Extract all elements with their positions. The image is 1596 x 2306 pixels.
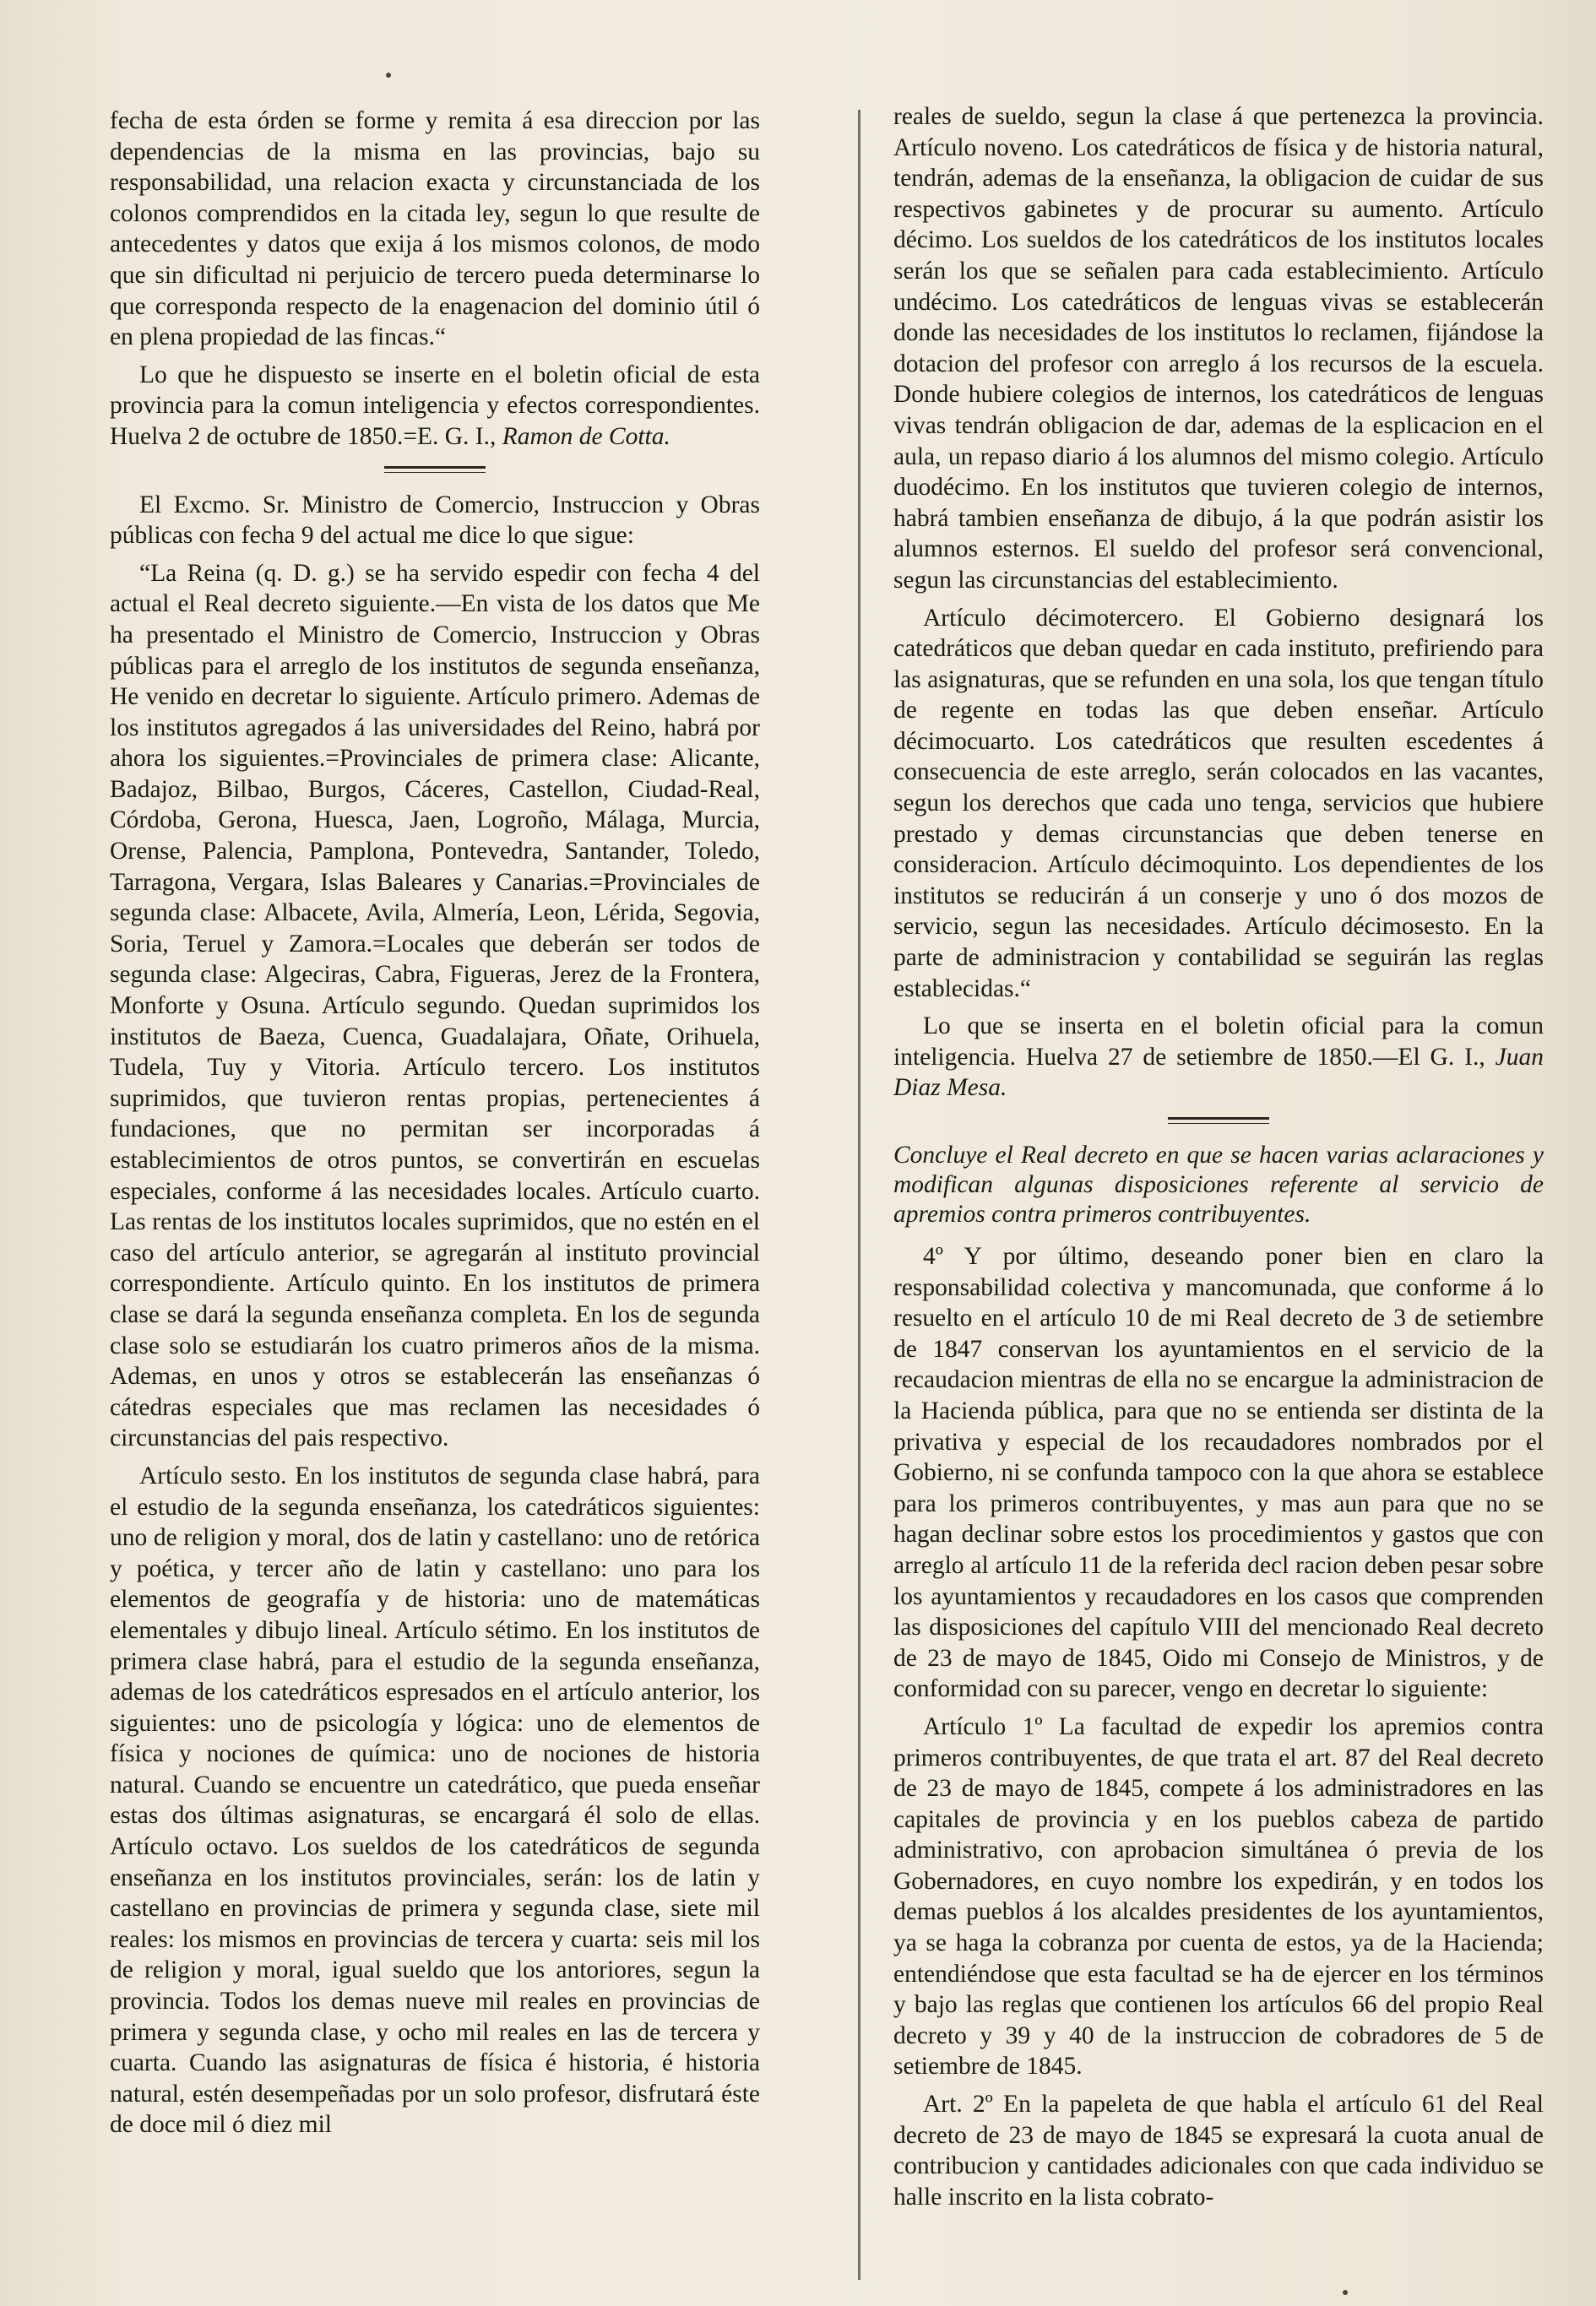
right-column: [893, 101, 1544, 2219]
decree-final-articles-paragraph: Artículo décimotercero. El Gobierno designará los catedráticos que deban quedar en cada instituto, prefiriendo para las asignaturas, que se refunden en una sola, los que tengan título de regente en todas las que deben enseñar. Artículo décimocuarto. Los catedráticos que resulten escedentes á consecuencia de este arreglo, serán colocados en las vacantes, segun los derechos que cada uno tenga, servicios que hubiere prestado y demas circunstancias que deben tenerse en consideracion. Artículo décimoquinto. Los dependientes de los institutos se reducirán á un conserje y uno ó dos mozos de servicio, segun las necesidades. Artículo décimosesto. En la parte de administracion y contabilidad se seguirán las reglas establecidas.“: [893, 604, 1544, 1002]
order-paragraph: fecha de esta órden se forme y remita á esa direccion por las dependencias de la misma en las provincias, bajo su responsabilidad, una relacion exacta y circunstanciada de los colonos comprendidos en la citada ley, segun lo que resulte de antecedentes y datos que exija á los mismos colonos, de modo que sin dificultad ni perjuicio de tercero pueda determinarse lo que corresponda respecto de la enagenacion del dominio útil ó en plena propiedad de las fincas.“: [110, 107, 760, 351]
royal-decree-paragraph: “La Reina (q. D. g.) se ha servido espedir con fecha 4 del actual el Real decreto siguiente.—En vista de los datos que Me ha presentado el Ministro de Comercio, Instruccion y Obras públicas para el arreglo de los institutos de segunda enseñanza, He venido en decretar lo siguiente. Artículo primero. Ademas de los institutos agregados á las universidades del Reino, habrá por ahora los siguientes.=Provinciales de primera clase: Alicante, Badajoz, Bilbao, Burgos, Cáceres, Castellon, Ciudad-Real, Córdoba, Gerona, Huesca, Jaen, Logroño, Málaga, Murcia, Orense, Palencia, Pamplona, Pontevedra, Santander, Toledo, Tarragona, Vergara, Islas Baleares y Canarias.=Provinciales de segunda clase: Albacete, Avila, Almería, Leon, Lérida, Segovia, Soria, Teruel y Zamora.=Locales que deberán ser todos de segunda clase: Algeciras, Cabra, Figueras, Jerez de la Frontera, Monforte y Osuna. Artículo segundo. Quedan suprimidos los institutos de Baeza, Cuenca, Guadalajara, Oñate, Orihuela, Tudela, Tuy y Vitoria. Artículo tercero. Los institutos suprimidos, que tuvieron rentas propias, pertenecientes á fundaciones, que no permitan ser incorporadas á establecimientos de otros puntos, se convertirán en escuelas especiales, conforme á las necesidades locales. Artículo cuarto. Las rentas de los institutos locales suprimidos, que no estén en el caso del artículo anterior, se agregarán al instituto provincial correspondiente. Artículo quinto. En los institutos de primera clase se dará la segunda enseñanza completa. En los de segunda clase solo se estudiarán los cuatro primeros años de la misma. Ademas, en unos y otros se establecerán las enseñanzas ó cátedras especiales que mas reclamen las necesidades ó circunstancias del pais respectivo.: [110, 559, 760, 1452]
section-separator: [1168, 1117, 1269, 1124]
huelva-notice-paragraph: [110, 360, 760, 453]
article-1-paragraph: Artículo 1º La facultad de expedir los apremios contra primeros contribuyentes, de que trata el art. 87 del Real decreto de 23 de mayo de 1845, compete á los administradores en las capitales de provincia y en los pueblos cabeza de partido administrativo, con aprobacion simultánea ó previa de los Gobernadores, en cuyo nombre los expedirán, y en todos los demas pueblos á los alcaldes presidentes de los ayuntamientos, ya se haga la cobranza por cuenta de estos, ya de la Hacienda; entendiéndose que esta facultad se ha de ejercer en los términos y bajo las reglas que contienen los artículos 66 del propio Real decreto y 39 y 40 de la instruccion de cobradores de 5 de setiembre de 1845.: [893, 1712, 1544, 2081]
responsibility-paragraph: 4º Y por último, deseando poner bien en claro la responsabilidad colectiva y mancomunada, que conforme á lo resuelto en el artículo 10 de mi Real decreto de 3 de setiembre de 1847 conservan los ayuntamientos en el servicio de la recaudacion mientras de ella no se encargue la administracion de la Hacienda pública, para que no se entienda ser distinta de la privativa y especial de los recaudadores nombrados por el Gobierno, ni se confunda tampoco con la que ahora se establece para los primeros contribuyentes, y mas aun para que no se hagan declinar sobre estos los procedimientos y gastos que con arreglo al artículo 11 de la referida decl racion deben pesar sobre los ayuntamientos y recaudadores en los casos que comprenden las disposiciones del capítulo VIII del mencionado Real decreto de 23 de mayo de 1845, Oido mi Consejo de Ministros, y de conformidad con su parecer, vengo en decretar lo siguiente:: [893, 1243, 1544, 1703]
notice-text: Lo que he dispuesto se inserte en el boletin oficial de esta provincia para la comun inteligencia y efectos correspondientes. Huelva 2 de octubre de 1850.=E. G. I.,: [110, 361, 760, 450]
signature: Juan Diaz Mesa.: [893, 1043, 1544, 1102]
article-2-paragraph: Art. 2º En la papeleta de que habla el artículo 61 del Real decreto de 23 de mayo de 1845 se expresará la cuota anual de contribucion y cantidades adicionales con que cada individuo se halle inscrito en la lista cobrato-: [893, 2091, 1544, 2211]
insert-text: Lo que se inserta en el boletin oficial para la comun inteligencia. Huelva 27 de setiembre de 1850.—El G. I.,: [893, 1012, 1544, 1071]
minister-intro-paragraph: El Excmo. Sr. Ministro de Comercio, Instruccion y Obras públicas con fecha 9 del actual me dice lo que sigue:: [110, 491, 760, 550]
column-divider: [858, 110, 860, 2280]
decree-continuation-paragraph: reales de sueldo, segun la clase á que pertenezca la provincia. Artículo noveno. Los catedráticos de física y de historia natural, tendrán, ademas de la enseñanza, la obligacion de cuidar de sus respectivos gabinetes y de procurar su aumento. Artículo décimo. Los sueldos de los catedráticos de los institutos locales serán los que se señalen para cada establecimiento. Artículo undécimo. Los catedráticos de lenguas vivas se establecerán donde las necesidades de los institutos lo reclamen, fijándose la dotacion del profesor con arreglo á los recursos de la escuela. Donde hubiere colegios de internos, los catedráticos de lenguas vivas tendrán obligacion de dar, ademas de la esplicacion en el aula, un repaso diario á los alumnos del mismo colegio. Artículo duodécimo. En los institutos que tuvieren colegio de internos, habrá tambien enseñanza de dibujo, á la que podrán asistir los alumnos esternos. El sueldo del profesor será convencional, segun las circunstancias del establecimiento.: [893, 103, 1544, 594]
decree-articles-paragraph: Artículo sesto. En los institutos de segunda clase habrá, para el estudio de la segunda enseñanza, los catedráticos siguientes: uno de religion y moral, dos de latin y castellano: uno de retórica y poética, y tercer año de latin y castellano: uno para los elementos de geografía y de historia: uno de matemáticas elementales y dibujo lineal. Artículo sétimo. En los institutos de primera clase habrá, para el estudio de la segunda enseñanza, ademas de los catedráticos espresados en el artículo anterior, los siguientes: uno de psicología y lógica: uno de elementos de física y nociones de química: uno de nociones de historia natural. Cuando se encuentre un catedrático, que pueda enseñar estas dos últimas asignaturas, se encargará él solo de ellas. Artículo octavo. Los sueldos de los catedráticos de segunda enseñanza en los institutos provinciales, serán: los de latin y castellano en provincias de primera y segunda clase, siete mil reales: los mismos en provincias de tercera y cuarta: seis mil los de religion y moral, igual sueldo que los antoriores, segun la provincia. Todos los demas nueve mil reales en provincias de primera y segunda clase, y ocho mil reales en las de tercera y cuarta. Cuando las asignaturas de física é historia, é historia natural, estén desempeñadas por un solo profesor, disfrutará éste de doce mil ó diez mil: [110, 1462, 760, 2139]
section-heading: Concluye el Real decreto en que se hacen varias aclaraciones y modifican algunas disposiciones referente al servicio de apremios contra primeros contribuyentes.: [893, 1142, 1544, 1228]
signature: Ramon de Cotta.: [502, 422, 670, 450]
section-separator: [384, 466, 486, 473]
left-column: [110, 106, 760, 2147]
print-mark: [1343, 2290, 1348, 2295]
huelva-insert-paragraph: [893, 1011, 1544, 1104]
print-mark: [386, 73, 391, 78]
